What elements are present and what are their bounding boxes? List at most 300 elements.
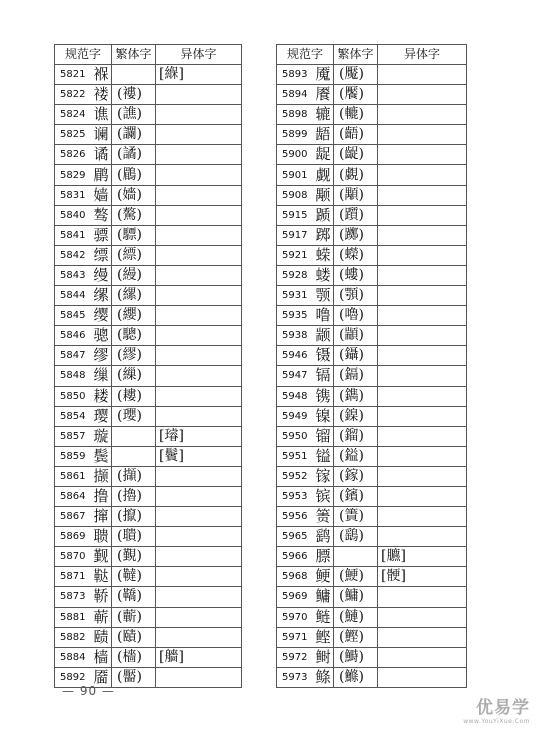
traditional-char: (瓔): [112, 406, 156, 426]
table-row: [277, 627, 467, 647]
table-row: [277, 406, 467, 426]
entry-code: 5844: [55, 286, 92, 306]
standard-char: 骢: [92, 326, 112, 346]
standard-char: 镔: [314, 486, 334, 506]
traditional-char: (嬙): [112, 185, 156, 205]
variant-char: [156, 245, 242, 265]
variant-char: [378, 366, 467, 386]
entry-code: 5893: [277, 65, 314, 85]
header-standard: 规范字: [55, 45, 112, 65]
header-variant: 异体字: [378, 45, 467, 65]
traditional-char: (賾): [112, 627, 156, 647]
variant-char: [156, 466, 242, 486]
traditional-char: (鞽): [112, 587, 156, 607]
right-character-table: [276, 44, 467, 688]
traditional-char: (鑷): [334, 346, 378, 366]
entry-code: 5847: [55, 346, 92, 366]
variant-char: [378, 265, 467, 285]
variant-char: [156, 326, 242, 346]
variant-char: [378, 486, 467, 506]
variant-char: [378, 185, 467, 205]
variant-char: [156, 366, 242, 386]
standard-char: 谯: [92, 105, 112, 125]
table-row: [55, 225, 242, 245]
traditional-char: (鷂): [334, 527, 378, 547]
entry-code: 5956: [277, 507, 314, 527]
variant-char: [艢]: [156, 647, 242, 667]
table-row: [55, 547, 242, 567]
table-row: [55, 567, 242, 587]
entry-code: 5968: [277, 567, 314, 587]
standard-char: 膘: [314, 547, 334, 567]
entry-code: 5901: [277, 165, 314, 185]
table-row: [55, 286, 242, 306]
variant-char: [378, 527, 467, 547]
table-row: [277, 527, 467, 547]
table-row: [277, 366, 467, 386]
variant-char: [156, 165, 242, 185]
variant-char: [378, 507, 467, 527]
traditional-char: (轆): [334, 105, 378, 125]
right-header-row: [277, 45, 467, 65]
traditional-char: (躑): [334, 225, 378, 245]
entry-code: 5864: [55, 486, 92, 506]
table-row: [55, 627, 242, 647]
table-row: [55, 346, 242, 366]
variant-char: [378, 607, 467, 627]
watermark-logo: [463, 693, 530, 725]
traditional-char: (縲): [112, 286, 156, 306]
traditional-char: (擼): [112, 486, 156, 506]
table-row: [277, 145, 467, 165]
entry-code: 5953: [277, 486, 314, 506]
traditional-char: (鎘): [334, 366, 378, 386]
traditional-char: (繆): [112, 346, 156, 366]
table-row: [277, 245, 467, 265]
traditional-char: (鎦): [334, 426, 378, 446]
table-row: [55, 587, 242, 607]
variant-char: [骾]: [378, 567, 467, 587]
entry-code: 5951: [277, 446, 314, 466]
standard-char: 缪: [92, 346, 112, 366]
table-row: [55, 85, 242, 105]
variant-char: [378, 225, 467, 245]
variant-char: [156, 667, 242, 687]
variant-char: [378, 306, 467, 326]
variant-char: [378, 105, 467, 125]
entry-code: 5908: [277, 185, 314, 205]
traditional-char: (纓): [112, 306, 156, 326]
entry-code: 5854: [55, 406, 92, 426]
variant-char: [378, 587, 467, 607]
entry-code: 5869: [55, 527, 92, 547]
header-traditional: 繁体字: [334, 45, 378, 65]
entry-code: 5861: [55, 466, 92, 486]
entry-code: 5848: [55, 366, 92, 386]
standard-char: 龊: [314, 145, 334, 165]
entry-code: 5871: [55, 567, 92, 587]
variant-char: [156, 205, 242, 225]
entry-code: 5882: [55, 627, 92, 647]
standard-char: 镍: [314, 406, 334, 426]
entry-code: 5970: [277, 607, 314, 627]
standard-char: 璎: [92, 406, 112, 426]
variant-char: [156, 547, 242, 567]
variant-char: [378, 85, 467, 105]
traditional-char: (譙): [112, 105, 156, 125]
entry-code: 5850: [55, 386, 92, 406]
table-row: [277, 165, 467, 185]
traditional-char: (韃): [112, 567, 156, 587]
table-row: [55, 607, 242, 627]
header-traditional: 繁体字: [112, 45, 156, 65]
table-row: [277, 205, 467, 225]
standard-char: 撷: [92, 466, 112, 486]
traditional-char: (齬): [334, 125, 378, 145]
variant-char: [378, 446, 467, 466]
entry-code: 5949: [277, 406, 314, 426]
standard-char: 餍: [314, 85, 334, 105]
variant-char: [378, 627, 467, 647]
traditional-char: (攛): [112, 507, 156, 527]
standard-char: 璇: [92, 426, 112, 446]
standard-char: 嫱: [92, 185, 112, 205]
entry-code: 5824: [55, 105, 92, 125]
table-row: [277, 647, 467, 667]
traditional-char: [334, 547, 378, 567]
standard-char: 镏: [314, 426, 334, 446]
traditional-char: (鰷): [334, 667, 378, 687]
standard-char: 镓: [314, 466, 334, 486]
table-row: [277, 306, 467, 326]
entry-code: 5884: [55, 647, 92, 667]
standard-char: 鲠: [314, 567, 334, 587]
traditional-char: (鰱): [334, 607, 378, 627]
variant-char: [156, 225, 242, 245]
table-row: [277, 507, 467, 527]
table-row: [277, 426, 467, 446]
entry-code: 5873: [55, 587, 92, 607]
page-number: — 90 —: [62, 684, 115, 698]
standard-char: 缧: [92, 286, 112, 306]
table-row: [55, 125, 242, 145]
table-row: [55, 185, 242, 205]
entry-code: 5969: [277, 587, 314, 607]
table-row: [55, 527, 242, 547]
variant-char: [臕]: [378, 547, 467, 567]
variant-char: [378, 65, 467, 85]
table-row: [277, 346, 467, 366]
traditional-char: (鐫): [334, 386, 378, 406]
standard-char: 缫: [92, 366, 112, 386]
variant-char: [156, 105, 242, 125]
traditional-char: (覲): [112, 547, 156, 567]
standard-char: 聩: [92, 527, 112, 547]
entry-code: 5899: [277, 125, 314, 145]
entry-code: 5821: [55, 65, 92, 85]
table-row: [277, 286, 467, 306]
variant-char: [378, 165, 467, 185]
traditional-char: (耬): [112, 386, 156, 406]
entry-code: 5971: [277, 627, 314, 647]
entry-code: 5825: [55, 125, 92, 145]
traditional-char: (聵): [112, 527, 156, 547]
table-row: [55, 105, 242, 125]
header-standard: 规范字: [277, 45, 334, 65]
standard-char: 龉: [314, 125, 334, 145]
traditional-char: (簀): [334, 507, 378, 527]
variant-char: [156, 306, 242, 326]
entry-code: 5892: [55, 667, 92, 687]
table-row: [55, 165, 242, 185]
standard-char: 镒: [314, 446, 334, 466]
header-variant: 异体字: [156, 45, 242, 65]
entry-code: 5938: [277, 326, 314, 346]
traditional-char: (驁): [112, 205, 156, 225]
variant-char: [156, 627, 242, 647]
entry-code: 5950: [277, 426, 314, 446]
table-row: [277, 587, 467, 607]
standard-char: 颛: [314, 326, 334, 346]
traditional-char: (縹): [112, 245, 156, 265]
table-row: [277, 607, 467, 627]
table-row: [55, 486, 242, 506]
standard-char: 鳙: [314, 587, 334, 607]
standard-char: 颙: [314, 185, 334, 205]
variant-char: [378, 466, 467, 486]
variant-char: [378, 125, 467, 145]
variant-char: [378, 245, 467, 265]
entry-code: 5845: [55, 306, 92, 326]
entry-code: 5843: [55, 265, 92, 285]
traditional-char: (讕): [112, 125, 156, 145]
traditional-char: [112, 426, 156, 446]
traditional-char: (鯁): [334, 567, 378, 587]
traditional-char: (饜): [334, 85, 378, 105]
variant-char: [378, 286, 467, 306]
table-row: [277, 265, 467, 285]
variant-char: [378, 346, 467, 366]
entry-code: 5915: [277, 205, 314, 225]
standard-char: 撸: [92, 486, 112, 506]
table-row: [277, 125, 467, 145]
standard-char: 踯: [314, 225, 334, 245]
traditional-char: (鰣): [334, 647, 378, 667]
standard-char: 褓: [92, 65, 112, 85]
variant-char: [378, 426, 467, 446]
table-row: [277, 567, 467, 587]
standard-char: 噜: [314, 306, 334, 326]
standard-char: 靥: [92, 667, 112, 687]
variant-char: [156, 185, 242, 205]
entry-code: 5859: [55, 446, 92, 466]
entry-code: 5898: [277, 105, 314, 125]
traditional-char: (鑌): [334, 486, 378, 506]
traditional-char: (顓): [334, 326, 378, 346]
table-row: [55, 65, 242, 85]
standard-char: 骠: [92, 225, 112, 245]
variant-char: [鬢]: [156, 446, 242, 466]
entry-code: 5966: [277, 547, 314, 567]
entry-code: 5931: [277, 286, 314, 306]
table-row: [55, 245, 242, 265]
standard-char: 蕲: [92, 607, 112, 627]
traditional-char: (螻): [334, 265, 378, 285]
standard-char: 鬓: [92, 446, 112, 466]
variant-char: [156, 507, 242, 527]
entry-code: 5840: [55, 205, 92, 225]
traditional-char: (繅): [112, 366, 156, 386]
watermark-brand: 优易学: [476, 698, 530, 718]
standard-char: 鞒: [92, 587, 112, 607]
standard-char: 蝾: [314, 245, 334, 265]
entry-code: 5947: [277, 366, 314, 386]
table-row: [277, 65, 467, 85]
entry-code: 5846: [55, 326, 92, 346]
entry-code: 5972: [277, 647, 314, 667]
variant-char: [156, 607, 242, 627]
left-header-row: [55, 45, 242, 65]
variant-char: [378, 145, 467, 165]
traditional-char: [112, 65, 156, 85]
standard-char: 樯: [92, 647, 112, 667]
standard-char: 箦: [314, 507, 334, 527]
standard-char: 蝼: [314, 265, 334, 285]
table-row: [55, 426, 242, 446]
variant-char: [156, 85, 242, 105]
traditional-char: (蠑): [334, 245, 378, 265]
table-row: [55, 306, 242, 326]
table-row: [55, 406, 242, 426]
variant-char: [378, 386, 467, 406]
table-row: [277, 105, 467, 125]
standard-char: 鲥: [314, 647, 334, 667]
table-row: [55, 647, 242, 667]
table-row: [277, 326, 467, 346]
traditional-char: (齪): [334, 145, 378, 165]
entry-code: 5948: [277, 386, 314, 406]
entry-code: 5842: [55, 245, 92, 265]
standard-char: 鹛: [92, 165, 112, 185]
table-row: [55, 265, 242, 285]
table-row: [277, 225, 467, 245]
variant-char: [156, 406, 242, 426]
table-row: [55, 446, 242, 466]
standard-char: 踬: [314, 205, 334, 225]
standard-char: 鲢: [314, 607, 334, 627]
traditional-char: (鎵): [334, 466, 378, 486]
entry-code: 5952: [277, 466, 314, 486]
variant-char: [緥]: [156, 65, 242, 85]
entry-code: 5894: [277, 85, 314, 105]
entry-code: 5857: [55, 426, 92, 446]
traditional-char: (檣): [112, 647, 156, 667]
entry-code: 5921: [277, 245, 314, 265]
standard-char: 觑: [314, 165, 334, 185]
standard-char: 魇: [314, 65, 334, 85]
traditional-char: (驃): [112, 225, 156, 245]
traditional-char: (覷): [334, 165, 378, 185]
variant-char: [378, 326, 467, 346]
traditional-char: (鎰): [334, 446, 378, 466]
variant-char: [156, 527, 242, 547]
traditional-char: (躓): [334, 205, 378, 225]
traditional-char: (縵): [112, 265, 156, 285]
table-row: [55, 366, 242, 386]
traditional-char: (嚕): [334, 306, 378, 326]
standard-char: 缨: [92, 306, 112, 326]
table-row: [55, 205, 242, 225]
traditional-char: (鱅): [334, 587, 378, 607]
entry-code: 5829: [55, 165, 92, 185]
variant-char: [璿]: [156, 426, 242, 446]
entry-code: 5946: [277, 346, 314, 366]
traditional-char: (鰹): [334, 627, 378, 647]
standard-char: 褛: [92, 85, 112, 105]
variant-char: [378, 205, 467, 225]
variant-char: [156, 587, 242, 607]
standard-char: 颚: [314, 286, 334, 306]
entry-code: 5826: [55, 145, 92, 165]
entry-code: 5900: [277, 145, 314, 165]
traditional-char: (譎): [112, 145, 156, 165]
standard-char: 镌: [314, 386, 334, 406]
table-row: [55, 386, 242, 406]
entry-code: 5881: [55, 607, 92, 627]
entry-code: 5928: [277, 265, 314, 285]
traditional-char: (鶥): [112, 165, 156, 185]
variant-char: [156, 486, 242, 506]
entry-code: 5831: [55, 185, 92, 205]
standard-char: 耧: [92, 386, 112, 406]
traditional-char: (蘄): [112, 607, 156, 627]
variant-char: [156, 346, 242, 366]
entry-code: 5973: [277, 667, 314, 687]
standard-char: 鹞: [314, 527, 334, 547]
entry-code: 5935: [277, 306, 314, 326]
standard-char: 骜: [92, 205, 112, 225]
standard-char: 辘: [314, 105, 334, 125]
table-row: [55, 145, 242, 165]
traditional-char: (顎): [334, 286, 378, 306]
traditional-char: (驄): [112, 326, 156, 346]
table-row: [277, 446, 467, 466]
entry-code: 5917: [277, 225, 314, 245]
variant-char: [156, 286, 242, 306]
standard-char: 鲦: [314, 667, 334, 687]
table-row: [277, 547, 467, 567]
standard-char: 缦: [92, 265, 112, 285]
table-row: [55, 507, 242, 527]
entry-code: 5867: [55, 507, 92, 527]
table-row: [277, 185, 467, 205]
table-row: [277, 85, 467, 105]
table-row: [277, 486, 467, 506]
watermark-url: www.YouYiXue.Com: [463, 718, 530, 725]
table-row: [277, 466, 467, 486]
variant-char: [156, 145, 242, 165]
variant-char: [156, 265, 242, 285]
traditional-char: (擷): [112, 466, 156, 486]
variant-char: [156, 386, 242, 406]
left-character-table: [54, 44, 242, 688]
standard-char: 鞑: [92, 567, 112, 587]
traditional-char: (顒): [334, 185, 378, 205]
standard-char: 谰: [92, 125, 112, 145]
table-row: [277, 667, 467, 687]
variant-char: [156, 567, 242, 587]
standard-char: 鲣: [314, 627, 334, 647]
